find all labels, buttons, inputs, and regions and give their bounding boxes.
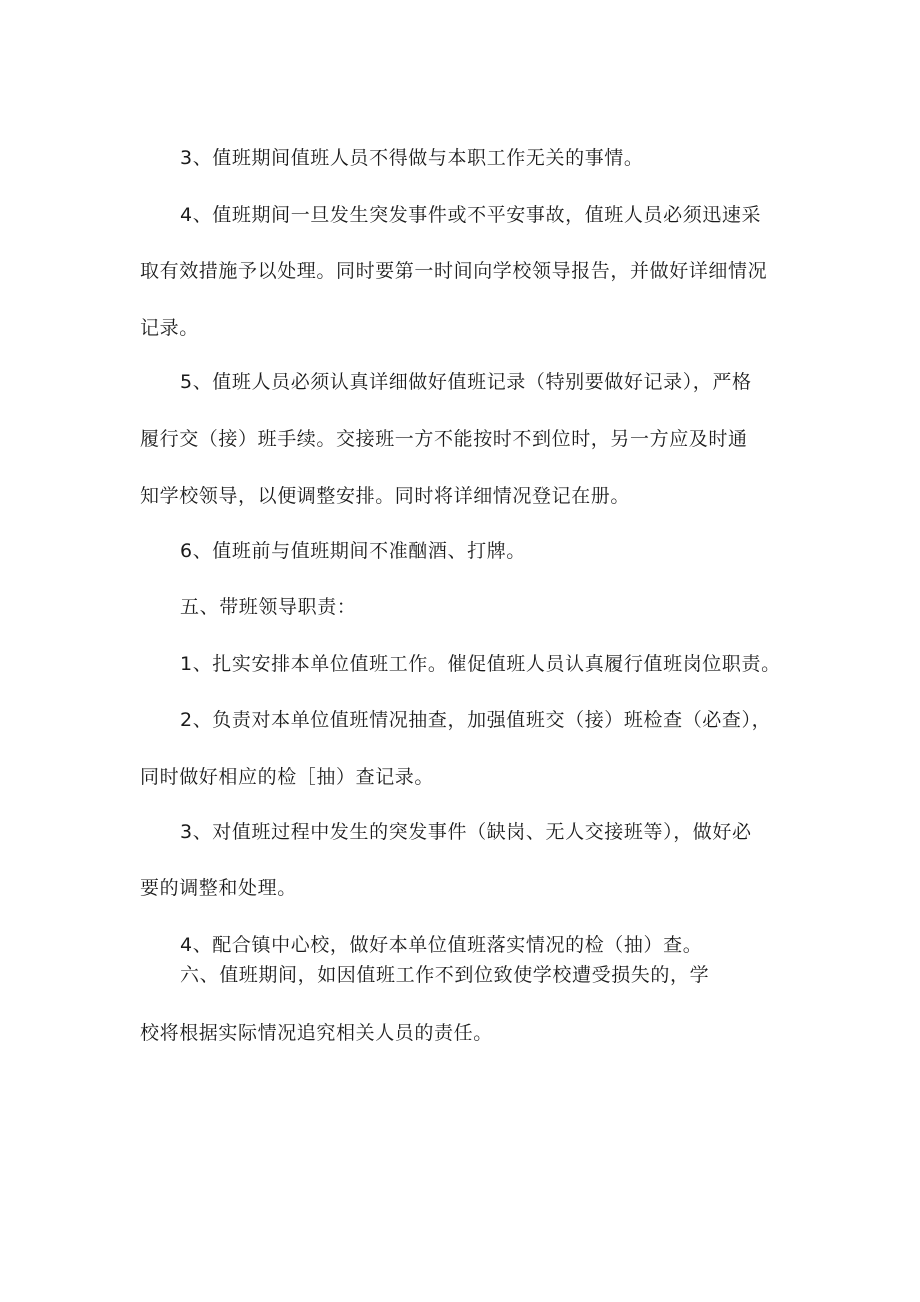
paragraph-line: 6、值班前与值班期间不准酗酒、打牌。 bbox=[180, 540, 526, 562]
paragraph-line: 1、扎实安排本单位值班工作。催促值班人员认真履行值班岗位职责。 bbox=[180, 653, 781, 675]
paragraph-line: 5、值班人员必须认真详细做好值班记录（特别要做好记录），严格 bbox=[180, 371, 752, 393]
paragraph-line: 同时做好相应的检［抽）查记录。 bbox=[140, 766, 435, 788]
paragraph-line: 2、负责对本单位值班情况抽查，加强值班交（接）班检查（必查）， bbox=[180, 709, 772, 731]
paragraph-line: 4、配合镇中心校，做好本单位值班落实情况的检（抽）查。 bbox=[180, 934, 703, 956]
paragraph-line: 知学校领导，以便调整安排。同时将详细情况登记在册。 bbox=[140, 485, 631, 507]
paragraph-line: 要的调整和处理。 bbox=[140, 877, 297, 899]
paragraph-line: 取有效措施予以处理。同时要第一时间向学校领导报告，并做好详细情况 bbox=[140, 260, 768, 282]
paragraph-line: 校将根据实际情况追究相关人员的责任。 bbox=[140, 1022, 493, 1044]
paragraph-line: 3、值班期间值班人员不得做与本职工作无关的事情。 bbox=[180, 147, 644, 169]
section-heading: 五、带班领导职责： bbox=[180, 596, 357, 618]
section-heading: 六、值班期间，如因值班工作不到位致使学校遭受损失的，学 bbox=[180, 964, 710, 986]
paragraph-line: 3、对值班过程中发生的突发事件（缺岗、无人交接班等），做好必 bbox=[180, 821, 752, 843]
paragraph-line: 履行交（接）班手续。交接班一方不能按时不到位时，另一方应及时通 bbox=[140, 428, 748, 450]
paragraph-line: 记录。 bbox=[140, 317, 199, 339]
paragraph-line: 4、值班期间一旦发生突发事件或不平安事故，值班人员必须迅速采 bbox=[180, 204, 762, 226]
